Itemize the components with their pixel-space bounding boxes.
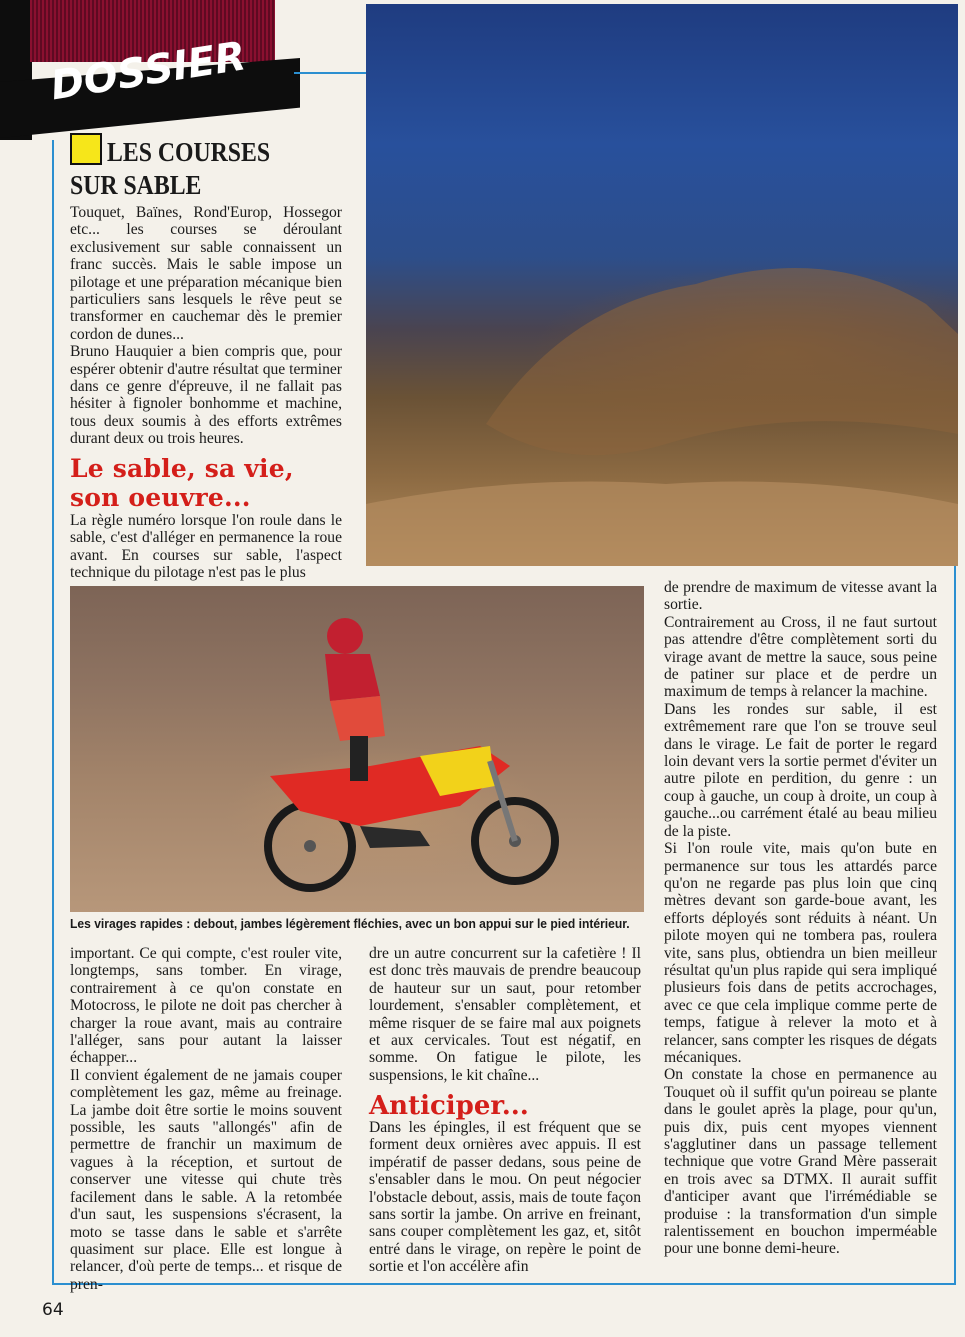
subheading-anticiper: Anticiper... (369, 1091, 529, 1121)
body-paragraph: Si l'on roule vite, mais qu'on bute en permanence sur tous les attardés parce qu'on ne regarde pas plus loin que cinq mètres devant son garde-boue avant, les efforts déployés sont réduits à néant. Un pilote moyen qui ne tombera pas, roulera vite, sans plus, obtiendra un bien meilleur résultat qu'un plus rapide qui sera impliqué plusieurs fois dans de petits accrochages, avec ce que cela implique comme perte de temps, fatigue à relever la moto et à relancer, sans compter les risques de dégats mécaniques. (664, 840, 937, 1066)
body-paragraph: Il convient également de ne jamais couper complètement les gaz, même au freinage. La jambe doit être sortie le moins souvent possible, les sauts "allongés" afin de permettre de franchir un maximum de vagues à la réception, et surtout de conserver une vitesse qui chute très facilement dans le sable. A la retombée d'un saut, les suspensions s'écrasent, la moto se tasse dans le sable et s'arrête quasiment sur place. Elle est longue à relancer, d'où perte de temps... et risque de pren- (70, 1066, 342, 1293)
body-paragraph: Contrairement au Cross, il ne faut surtout pas attendre d'être complètement sorti du virage avant de mettre la sauce, sous peine de patiner sur place et de perdre un maximum de temps à relancer la machine. (664, 613, 937, 701)
column-1-continued (70, 945, 342, 1293)
body-paragraph: Dans les rondes sur sable, il est extrêmement rare que l'on se trouve seul dans le virage. Le fait de porter le regard loin devant vers la sortie permet d'éviter un autre pilote en perdition, du genre : un coup à gauche, un coup à droite, un coup à gauche...ou carrément étalé au beau milieu de la piste. (664, 700, 937, 840)
intro-text (70, 204, 342, 448)
photo-caption: Les virages rapides : debout, jambes légèrement fléchies, avec un bon appui sur le pied intérieur. (70, 916, 630, 931)
headline-line-1: LES COURSES (107, 137, 271, 167)
column-2-continued (369, 1119, 641, 1276)
photo-sand-spray (366, 4, 958, 566)
body-paragraph: On constate la chose en permanence au Touquet où il suffit qu'un poireau se plante dans le goulet après la plage, pour qu'un, puis dix, puis cent myopes viennent s'agglutiner dans un passage tellement technique que votre Grand Mère passerait en trois avec sa DTMX. Il aurait suffit d'anticiper avant que l'irrémédiable se produise : la transformation d'un simple ralentissement en bouchon imperméable pour une bonne demi-heure. (664, 1066, 937, 1258)
subheading-line: son oeuvre... (70, 483, 251, 512)
frame-line-left (52, 140, 54, 1283)
body-paragraph: important. Ce qui compte, c'est rouler vite, longtemps, sans tomber. En virage, contrairement à ce qu'on constate en Motocross, le pilote ne doit pas chercher à charger la roue avant, mais au contraire l'alléger, sans pour autant la laisser échapper... (70, 945, 342, 1067)
headline-marker (70, 133, 102, 165)
body-paragraph: dre un autre concurrent sur la cafetière ! Il est donc très mauvais de prendre beaucoup de hauteur sur un saut, pour retomber lourdement, s'ensabler complètement, et même risquer de se faire mal aux poignets et aux cervicales. Tout est négatif, en somme. On fatigue le pilote, les suspensions, le kit chaîne... (369, 945, 641, 1084)
subheading-sable (70, 454, 350, 512)
rider-graphic (270, 616, 410, 786)
page-number: 64 (42, 1300, 64, 1320)
intro-paragraph: Touquet, Baïnes, Rond'Europ, Hossegor etc... les courses se déroulant exclusivement sur sable connaissent un franc succès. Mais le sable impose un pilotage et une préparation mécanique bien particuliers sans lesquels le rêve peut se transformer en cauchemar dès le premier cordon de dunes... (70, 204, 342, 343)
sand-dust-cloud (366, 4, 958, 566)
subheading-line: Le sable, sa vie, (70, 454, 294, 483)
intro-paragraph: Bruno Hauquier a bien compris que, pour espérer obtenir d'autre résultat que terminer dans ce genre d'épreuve, il ne fallait pas hésiter à fignoler bonhomme et machine, tous deux soumis à des efforts extrêmes durant deux ou trois heures. (70, 343, 342, 448)
column-1-paragraph (70, 512, 342, 582)
headline-line-2: SUR SABLE (70, 170, 202, 200)
frame-line-right (954, 565, 956, 1285)
photo-rider-cornering (70, 586, 644, 912)
body-paragraph: Dans les épingles, il est fréquent que se forment deux ornières avec appuis. Il est impératif de passer dedans, sous peine de s'ensabler dans le mou. On peut négocier l'obstacle debout, assis, mais de toute façon sans sortir la jambe. On arrive en freinant, sans couper complètement les gaz, et, sitôt entré dans le virage, on repère le point de sortie et l'on accélère afin (369, 1119, 641, 1276)
column-2-paragraph (369, 945, 641, 1084)
body-paragraph: La règle numéro lorsque l'on roule dans le sable, c'est d'alléger en permanence la roue avant. En courses sur sable, l'aspect technique du pilotage n'est pas le plus (70, 512, 342, 582)
frame-line-top (294, 72, 366, 74)
section-label: DOSSIER (47, 33, 249, 110)
column-3-text (664, 579, 937, 1258)
body-paragraph: de prendre de maximum de vitesse avant la sortie. (664, 579, 937, 614)
